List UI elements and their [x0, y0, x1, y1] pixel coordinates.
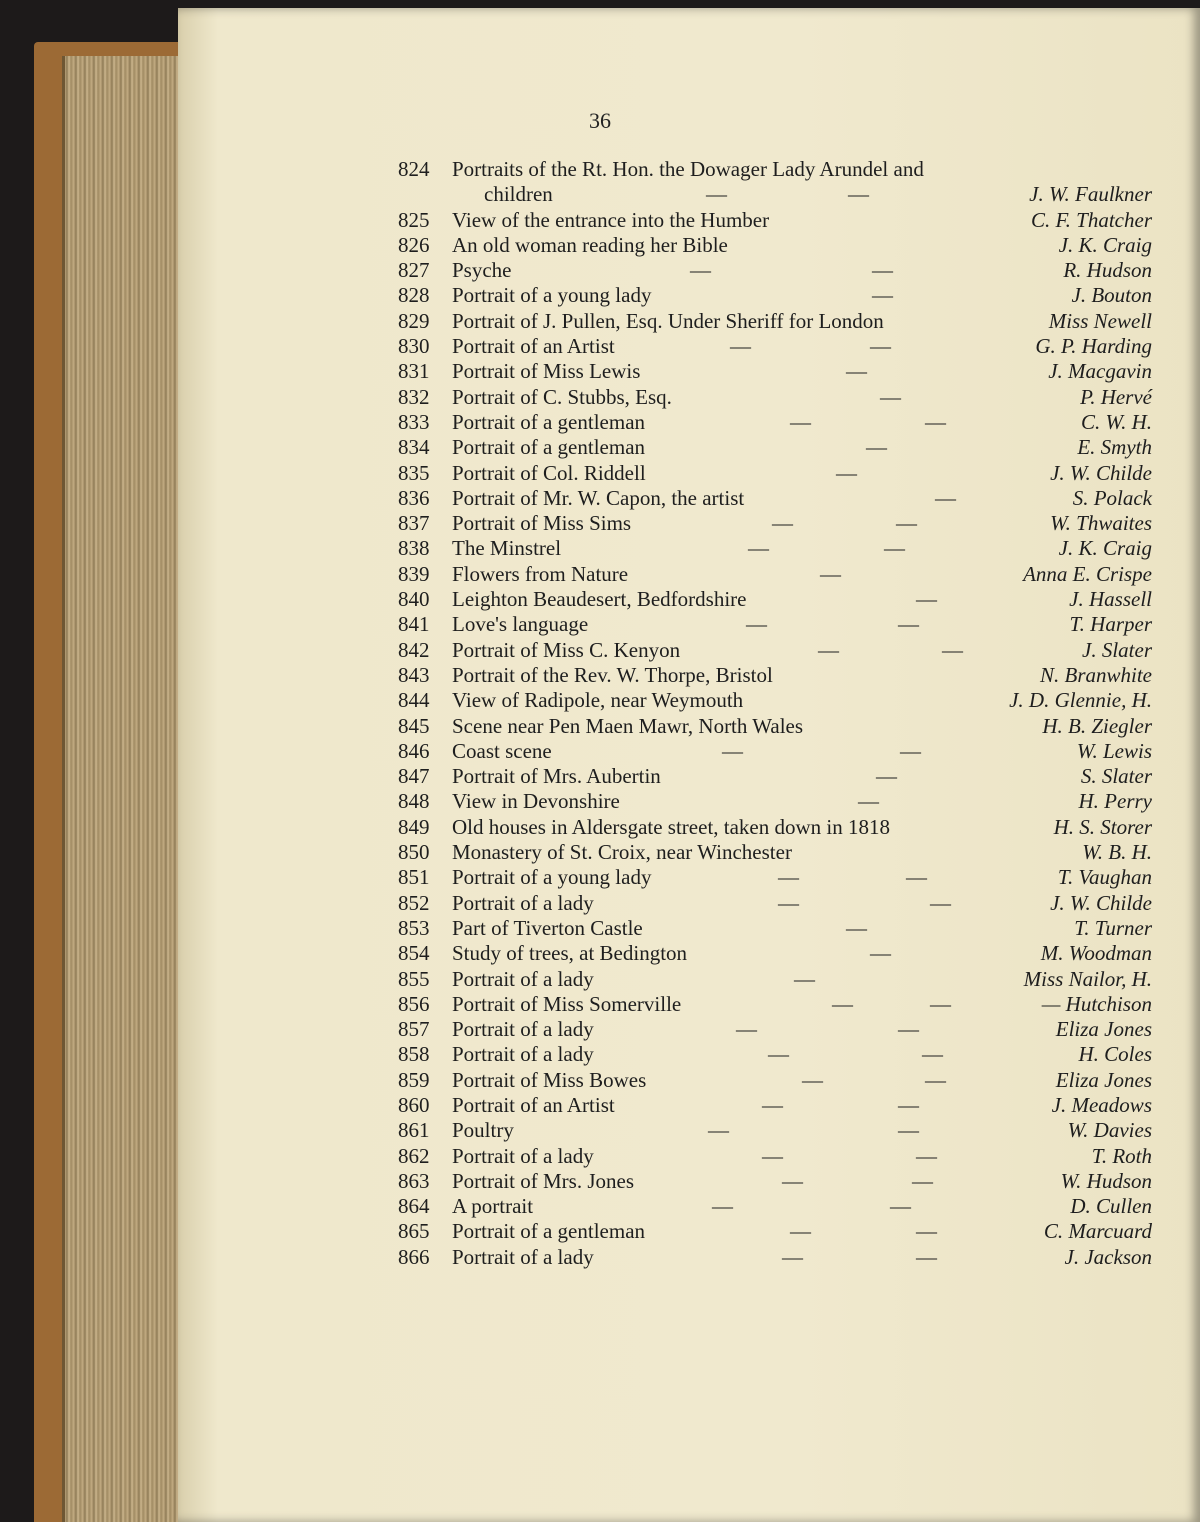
entry-dash: — [898, 1092, 919, 1117]
entry-title: Portrait of the Rev. W. Thorpe, Bristol [452, 662, 773, 687]
entry-number: 850 [398, 840, 430, 865]
catalogue-entry [0, 714, 1200, 739]
entry-dash: — [870, 334, 891, 359]
entry-dash: — [846, 915, 867, 940]
entry-dash: — [884, 536, 905, 561]
entry-dash: — [778, 865, 799, 890]
catalogue-entry [0, 536, 1200, 561]
entry-title: Portrait of J. Pullen, Esq. Under Sheriff for London [452, 308, 884, 333]
entry-dash: — [896, 511, 917, 536]
catalogue-entry [0, 789, 1200, 814]
entry-dash: — [782, 1168, 803, 1193]
entry-dash: — [916, 1143, 937, 1168]
entry-number: 858 [398, 1042, 430, 1067]
catalogue-entry [0, 663, 1200, 688]
entry-number: 843 [398, 662, 430, 687]
catalogue-entry [0, 1118, 1200, 1143]
entry-number: 842 [398, 637, 430, 662]
entry-number: 828 [398, 283, 430, 308]
entry-number: 840 [398, 587, 430, 612]
entry-title: Scene near Pen Maen Mawr, North Wales [452, 713, 804, 738]
entry-artist: W. Hudson [1060, 1168, 1152, 1193]
entry-artist: C. Marcuard [1043, 1219, 1152, 1244]
catalogue-entry [0, 916, 1200, 941]
entry-dash: — [832, 991, 853, 1016]
entry-number: 848 [398, 789, 430, 814]
entry-dash: — [930, 991, 951, 1016]
entry-dash: — [790, 1219, 811, 1244]
entry-number: 839 [398, 561, 430, 586]
entry-dash: — [772, 511, 793, 536]
entry-dash: — [890, 1194, 911, 1219]
entry-title: Portrait of a lady [452, 890, 594, 915]
entry-title: View in Devonshire [452, 789, 620, 814]
entry-title: Portrait of a young lady [452, 283, 652, 308]
entry-title: Flowers from Nature [452, 561, 629, 586]
entry-dash: — [866, 435, 887, 460]
entry-title: Love's language [452, 612, 589, 637]
entry-artist: C. W. H. [1081, 409, 1152, 434]
entry-artist: T. Turner [1074, 915, 1152, 940]
catalogue-entry [0, 511, 1200, 536]
entry-number: 846 [398, 738, 430, 763]
entry-title: Portrait of Miss Lewis [452, 359, 641, 384]
entry-number: 853 [398, 915, 430, 940]
entry-dash: — [906, 865, 927, 890]
entry-artist: J. K. Craig [1058, 232, 1152, 257]
entry-artist: J. Bouton [1071, 283, 1152, 308]
entry-artist: Eliza Jones [1055, 1067, 1152, 1092]
entry-title: Part of Tiverton Castle [452, 915, 643, 940]
entry-number: 832 [398, 384, 430, 409]
entry-number: 859 [398, 1067, 430, 1092]
entry-title: Portraits of the Rt. Hon. the Dowager Lady Arundel and [452, 157, 924, 181]
entry-title: Leighton Beaudesert, Bedfordshire [452, 587, 747, 612]
catalogue-entry [0, 865, 1200, 890]
entry-dash: — [712, 1194, 733, 1219]
entry-title: Portrait of Miss Somerville [452, 991, 682, 1016]
catalogue-entry [0, 1017, 1200, 1042]
entry-artist: J. Macgavin [1048, 359, 1152, 384]
entry-dash: — [912, 1168, 933, 1193]
entry-dash: — [916, 587, 937, 612]
entry-artist: H. B. Ziegler [1042, 713, 1152, 738]
entry-number: 864 [398, 1194, 430, 1219]
catalogue-entry [0, 233, 1200, 258]
entry-artist: J. K. Craig [1058, 536, 1152, 561]
catalogue-entry [0, 562, 1200, 587]
entry-number: 849 [398, 814, 430, 839]
entry-artist: M. Woodman [1040, 941, 1152, 966]
entry-artist: — Hutchison [1041, 991, 1152, 1016]
entry-dash: — [898, 1017, 919, 1042]
entry-number: 857 [398, 1017, 430, 1042]
catalogue-entry [0, 208, 1200, 233]
catalogue-entry [0, 309, 1200, 334]
entry-artist: W. Thwaites [1050, 511, 1152, 536]
entry-artist: W. Davies [1067, 1118, 1152, 1143]
entry-number: 851 [398, 865, 430, 890]
entry-artist: W. B. H. [1082, 840, 1152, 865]
entry-dash: — [790, 409, 811, 434]
entry-title: Portrait of a gentleman [452, 409, 646, 434]
catalogue-entry [0, 385, 1200, 410]
entry-title: Portrait of a gentleman [452, 1219, 646, 1244]
entry-title: Psyche [452, 258, 512, 283]
entry-title: Portrait of an Artist [452, 334, 615, 359]
entry-dash: — [762, 1143, 783, 1168]
entry-dash: — [922, 1042, 943, 1067]
entry-dash: — [876, 764, 897, 789]
page-number: 36 [589, 108, 611, 133]
entry-title: Portrait of C. Stubbs, Esq. [452, 384, 672, 409]
entry-number: 847 [398, 764, 430, 789]
entry-title: Portrait of a gentleman [452, 435, 646, 460]
entry-dash: — [722, 738, 743, 763]
entry-number: 824 [398, 157, 430, 181]
entry-number: 855 [398, 966, 430, 991]
entry-dash: — [836, 460, 857, 485]
entry-number: 841 [398, 612, 430, 637]
catalogue-entry [0, 587, 1200, 612]
catalogue-entry [0, 486, 1200, 511]
entry-artist: S. Slater [1080, 764, 1152, 789]
entry-artist: H. Coles [1078, 1042, 1152, 1067]
entry-dash: — [690, 258, 711, 283]
entry-number: 827 [398, 258, 430, 283]
entry-dash: — [898, 1118, 919, 1143]
catalogue-entry [0, 739, 1200, 764]
entry-number: 856 [398, 991, 430, 1016]
entry-dash: — [730, 334, 751, 359]
catalogue-entry [0, 435, 1200, 460]
catalogue-list [0, 157, 1200, 1270]
entry-artist: J. W. Faulkner [1029, 182, 1152, 206]
catalogue-entry [0, 283, 1200, 308]
entry-dash: — [782, 1244, 803, 1269]
entry-artist: Anna E. Crispe [1023, 561, 1152, 586]
entry-title: Portrait of a lady [452, 966, 594, 991]
catalogue-entry [0, 688, 1200, 713]
entry-dash: — [870, 941, 891, 966]
entry-dash: — [935, 485, 956, 510]
catalogue-entry [0, 1042, 1200, 1067]
entry-number: 837 [398, 511, 430, 536]
entry-title: Coast scene [452, 738, 552, 763]
entry-artist: J. Jackson [1064, 1244, 1152, 1269]
catalogue-entry [0, 359, 1200, 384]
catalogue-entry [0, 638, 1200, 663]
entry-title: Portrait of Miss C. Kenyon [452, 637, 681, 662]
entry-artist: Miss Newell [1048, 308, 1152, 333]
entry-dash: — [748, 536, 769, 561]
catalogue-entry [0, 461, 1200, 486]
entry-number: 852 [398, 890, 430, 915]
entry-title: Poultry [452, 1118, 514, 1143]
catalogue-entry [0, 764, 1200, 789]
catalogue-entry [0, 1068, 1200, 1093]
entry-title: Portrait of Mr. W. Capon, the artist [452, 485, 745, 510]
entry-artist: Miss Nailor, H. [1023, 966, 1152, 991]
entry-dash: — [916, 1219, 937, 1244]
entry-title-continuation: children [484, 182, 553, 206]
entry-artist: D. Cullen [1070, 1194, 1152, 1219]
entry-number: 854 [398, 941, 430, 966]
entry-number: 835 [398, 460, 430, 485]
entry-title: Portrait of Miss Bowes [452, 1067, 647, 1092]
entry-dash: — [818, 637, 839, 662]
entry-number: 834 [398, 435, 430, 460]
entry-artist: R. Hudson [1063, 258, 1152, 283]
entry-dash: — [846, 359, 867, 384]
entry-number: 831 [398, 359, 430, 384]
entry-dash: — [880, 384, 901, 409]
entry-artist: T. Roth [1091, 1143, 1152, 1168]
entry-title: View of Radipole, near Weymouth [452, 688, 744, 713]
entry-title: Portrait of Mrs. Jones [452, 1168, 634, 1193]
entry-dash: — [916, 1244, 937, 1269]
catalogue-entry [0, 815, 1200, 840]
entry-dash: — [778, 890, 799, 915]
entry-dash: — [872, 283, 893, 308]
entry-title: Portrait of a lady [452, 1244, 594, 1269]
entry-title: Portrait of a lady [452, 1017, 594, 1042]
entry-title: Portrait of an Artist [452, 1092, 615, 1117]
entry-number: 865 [398, 1219, 430, 1244]
entry-artist: J. W. Childe [1050, 460, 1152, 485]
entry-artist: T. Harper [1069, 612, 1152, 637]
entry-number: 845 [398, 713, 430, 738]
entry-title: View of the entrance into the Humber [452, 207, 770, 232]
entry-title: Portrait of Col. Riddell [452, 460, 646, 485]
entry-number: 866 [398, 1244, 430, 1269]
entry-number: 862 [398, 1143, 430, 1168]
entry-artist: S. Polack [1072, 485, 1152, 510]
catalogue-entry [0, 410, 1200, 435]
entry-number: 861 [398, 1118, 430, 1143]
entry-artist: H. Perry [1078, 789, 1152, 814]
entry-number: 825 [398, 207, 430, 232]
entry-artist: J. D. Glennie, H. [1009, 688, 1152, 713]
entry-artist: W. Lewis [1076, 738, 1152, 763]
entry-artist: J. Hassell [1069, 587, 1152, 612]
entry-artist: J. Slater [1082, 637, 1152, 662]
entry-title: Portrait of a young lady [452, 865, 652, 890]
entry-artist: E. Smyth [1077, 435, 1152, 460]
catalogue-entry [0, 1093, 1200, 1118]
catalogue-entry [0, 941, 1200, 966]
entry-artist: J. Meadows [1051, 1092, 1152, 1117]
entry-title: A portrait [452, 1194, 534, 1219]
entry-dash: — [872, 258, 893, 283]
entry-title: Portrait of a lady [452, 1143, 594, 1168]
entry-number: 863 [398, 1168, 430, 1193]
entry-dash: — [900, 738, 921, 763]
catalogue-entry [0, 1144, 1200, 1169]
catalogue-entry [0, 1245, 1200, 1270]
catalogue-entry [0, 334, 1200, 359]
entry-dash: — [930, 890, 951, 915]
entry-dash: — [820, 561, 841, 586]
entry-title: The Minstrel [452, 536, 562, 561]
catalogue-entry [0, 891, 1200, 916]
entry-artist: J. W. Childe [1050, 890, 1152, 915]
entry-dash: — [762, 1092, 783, 1117]
entry-dash: — [942, 637, 963, 662]
entry-title: An old woman reading her Bible [452, 232, 728, 257]
entry-dash: — [925, 1067, 946, 1092]
entry-title: Portrait of Mrs. Aubertin [452, 764, 661, 789]
entry-number: 860 [398, 1092, 430, 1117]
entry-dash: — [706, 182, 727, 206]
entry-dash: — [736, 1017, 757, 1042]
catalogue-entry [0, 157, 1200, 208]
entry-number: 836 [398, 485, 430, 510]
entry-dash: — [802, 1067, 823, 1092]
catalogue-entry [0, 612, 1200, 637]
catalogue-entry [0, 840, 1200, 865]
entry-number: 829 [398, 308, 430, 333]
entry-title: Monastery of St. Croix, near Winchester [452, 840, 792, 865]
entry-number: 826 [398, 232, 430, 257]
catalogue-entry [0, 1194, 1200, 1219]
entry-title: Study of trees, at Bedington [452, 941, 688, 966]
entry-artist: P. Hervé [1080, 384, 1152, 409]
catalogue-entry [0, 992, 1200, 1017]
catalogue-entry [0, 258, 1200, 283]
entry-number: 844 [398, 688, 430, 713]
entry-dash: — [794, 966, 815, 991]
entry-number: 830 [398, 334, 430, 359]
entry-dash: — [848, 182, 869, 206]
entry-artist: H. S. Storer [1053, 814, 1152, 839]
entry-title: Portrait of Miss Sims [452, 511, 632, 536]
entry-artist: Eliza Jones [1055, 1017, 1152, 1042]
entry-title: Old houses in Aldersgate street, taken down in 1818 [452, 814, 891, 839]
catalogue-entry [0, 1219, 1200, 1244]
entry-title: Portrait of a lady [452, 1042, 594, 1067]
entry-dash: — [858, 789, 879, 814]
entry-dash: — [925, 409, 946, 434]
entry-number: 833 [398, 409, 430, 434]
entry-dash: — [768, 1042, 789, 1067]
entry-dash: — [746, 612, 767, 637]
entry-dash: — [708, 1118, 729, 1143]
entry-dash: — [898, 612, 919, 637]
entry-artist: G. P. Harding [1035, 334, 1152, 359]
entry-artist: C. F. Thatcher [1031, 207, 1152, 232]
entry-artist: T. Vaughan [1057, 865, 1152, 890]
entry-artist: N. Branwhite [1039, 662, 1152, 687]
catalogue-entry [0, 1169, 1200, 1194]
entry-number: 838 [398, 536, 430, 561]
catalogue-entry [0, 967, 1200, 992]
